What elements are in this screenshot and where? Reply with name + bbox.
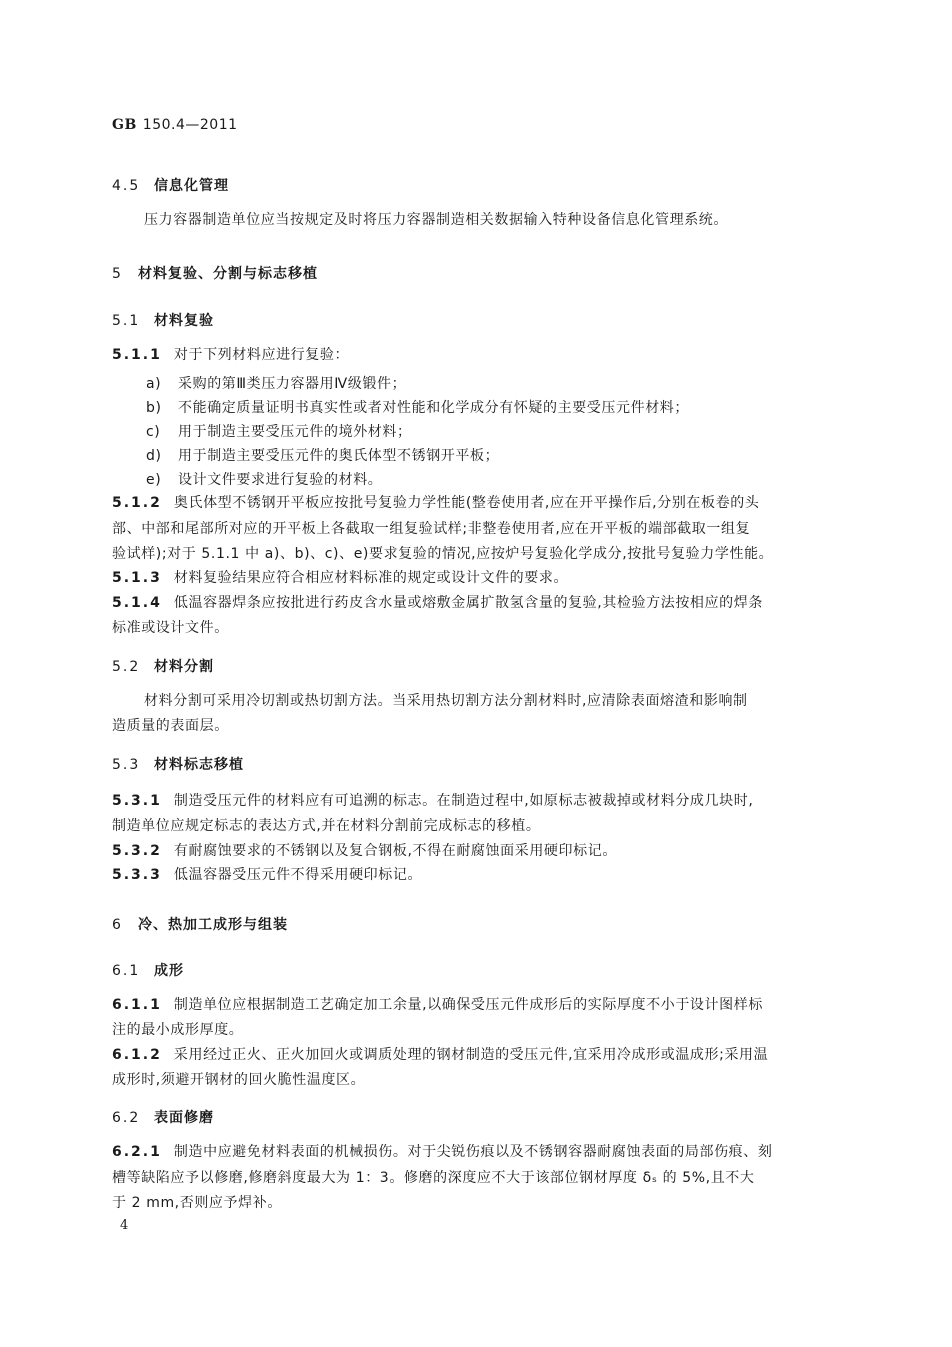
list-item: d) 用于制造主要受压元件的奥氏体型不锈钢开平板；	[146, 448, 500, 464]
list-item: c) 用于制造主要受压元件的境外材料；	[146, 424, 412, 440]
list-item: b) 不能确定质量证明书真实性或者对性能和化学成分有怀疑的主要受压元件材料；	[146, 400, 689, 416]
clause-6-1-2: 6.1.2 采用经过正火、正火加回火或调质处理的钢材制造的受压元件,宜采用冷成形或温成形;采用温	[112, 1047, 769, 1063]
clause-5-3-1-line: 制造单位应规定标志的表达方式,并在材料分割前完成标志的移植。	[112, 818, 541, 834]
clause-5-1-4-line: 标准或设计文件。	[112, 620, 229, 636]
section-6-2-heading: 6.2 表面修磨	[112, 1110, 214, 1126]
clause-5-3-2: 5.3.2 有耐腐蚀要求的不锈钢以及复合钢板,不得在耐腐蚀面采用硬印标记。	[112, 843, 617, 859]
clause-5-1-2-line: 部、中部和尾部所对应的开平板上各截取一组复验试样;非整卷使用者,应在开平板的端部截取一组复	[112, 521, 751, 537]
section-5-heading: 5 材料复验、分割与标志移植	[112, 266, 318, 282]
section-4-5-heading: 4.5 信息化管理	[112, 178, 229, 194]
section-5-1-heading: 5.1 材料复验	[112, 313, 214, 329]
section-5-2-text: 材料分割可采用冷切割或热切割方法。当采用热切割方法分割材料时,应清除表面熔渣和影响制	[144, 693, 748, 709]
clause-5-3-3: 5.3.3 低温容器受压元件不得采用硬印标记。	[112, 867, 423, 883]
list-item: a) 采购的第Ⅲ类压力容器用Ⅳ级锻件；	[146, 376, 407, 392]
section-5-2-text-line: 造质量的表面层。	[112, 718, 229, 734]
list-item: e) 设计文件要求进行复验的材料。	[146, 472, 383, 488]
clause-6-1-1-line: 注的最小成形厚度。	[112, 1022, 244, 1038]
clause-5-1-4: 5.1.4 低温容器焊条应按批进行药皮含水量或熔敷金属扩散氢含量的复验,其检验方法按相应的焊条	[112, 595, 763, 611]
section-5-2-heading: 5.2 材料分割	[112, 659, 214, 675]
clause-5-1-2-line: 验试样);对于 5.1.1 中 a)、b)、c)、e)要求复验的情况,应按炉号复验化学成分,按批号复验力学性能。	[112, 546, 774, 562]
standard-number: 150.4—2011	[142, 117, 238, 133]
clause-6-1-2-line: 成形时,须避开钢材的回火脆性温度区。	[112, 1072, 366, 1088]
standard-prefix: GB	[112, 117, 137, 133]
clause-5-1-3: 5.1.3 材料复验结果应符合相应材料标准的规定或设计文件的要求。	[112, 570, 569, 586]
clause-5-1-1: 5.1.1 对于下列材料应进行复验：	[112, 347, 350, 363]
standard-code	[112, 117, 238, 133]
page-number: 4	[120, 1218, 129, 1233]
section-5-3-heading: 5.3 材料标志移植	[112, 757, 244, 773]
section-6-heading: 6 冷、热加工成形与组装	[112, 917, 288, 933]
section-4-5-text: 压力容器制造单位应当按规定及时将压力容器制造相关数据输入特种设备信息化管理系统。	[144, 212, 728, 228]
section-6-1-heading: 6.1 成形	[112, 963, 184, 979]
clause-6-2-1: 6.2.1 制造中应避免材料表面的机械损伤。对于尖锐伤痕以及不锈钢容器耐腐蚀表面的局部伤痕、刻	[112, 1144, 773, 1160]
clause-5-1-2: 5.1.2 奥氏体型不锈钢开平板应按批号复验力学性能(整卷使用者,应在开平操作后,分别在板卷的头	[112, 495, 760, 511]
clause-6-2-1-line: 槽等缺陷应予以修磨,修磨斜度最大为 1：3。修磨的深度应不大于该部位钢材厚度 δₛ 的 5%,且不大	[112, 1170, 755, 1186]
clause-5-3-1: 5.3.1 制造受压元件的材料应有可追溯的标志。在制造过程中,如原标志被裁掉或材料分成几块时,	[112, 793, 754, 809]
clause-6-2-1-line: 于 2 mm,否则应予焊补。	[112, 1195, 282, 1211]
clause-6-1-1: 6.1.1 制造单位应根据制造工艺确定加工余量,以确保受压元件成形后的实际厚度不小于设计图样标	[112, 997, 763, 1013]
